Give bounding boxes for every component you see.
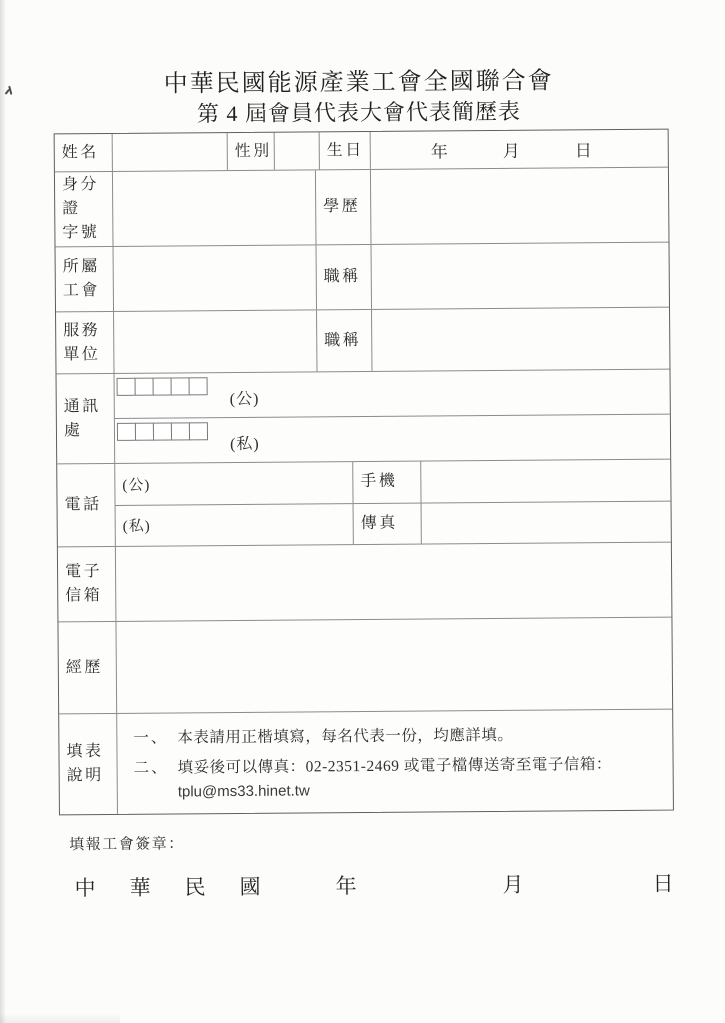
postal-code-box	[135, 378, 154, 396]
phone-label: 電話	[57, 464, 116, 546]
month-unit: 月	[502, 141, 520, 161]
union-seal-label: 填報工會簽章：	[69, 836, 185, 854]
experience-field-blank	[116, 618, 672, 713]
home-address-tag: (私)	[230, 435, 260, 454]
union-label: 所屬 工會	[56, 247, 115, 311]
work-address-tag: (公)	[229, 390, 260, 409]
union-title-label: 職稱	[317, 245, 373, 309]
instruction-number-2: 二、	[133, 759, 169, 777]
employer-label: 服務 單位	[56, 312, 114, 373]
postal-code-box	[117, 423, 136, 441]
form-title: 第 4 屆會員代表大會代表簡歷表	[196, 98, 522, 127]
postal-code-box	[171, 422, 190, 440]
postal-code-box	[153, 377, 172, 395]
instruction-item-2	[134, 752, 669, 778]
day-unit: 日	[574, 141, 592, 161]
employer-title-field-blank	[372, 308, 669, 371]
gender-label: 性別	[228, 133, 275, 170]
birthday-label: 生日	[320, 132, 371, 169]
employer-field-blank	[114, 310, 317, 373]
contact-email: tplu@ms33.hinet.tw	[177, 782, 310, 801]
instruction-item-1	[133, 722, 668, 748]
id-number-field-blank	[113, 170, 317, 246]
postal-code-boxes-home	[117, 422, 208, 441]
instructions-label: 填表 說明	[59, 714, 118, 814]
mobile-field-blank	[421, 460, 670, 502]
name-field-blank	[113, 133, 228, 171]
fax-field-blank	[422, 501, 671, 543]
postal-code-box	[135, 423, 154, 441]
home-phone-field: (私)	[116, 504, 354, 546]
id-number-label: 身分證 字號	[55, 172, 114, 246]
address-work-row	[115, 370, 670, 419]
postal-code-box	[153, 422, 172, 440]
row-experience	[58, 618, 672, 715]
row-union-title	[56, 243, 669, 313]
experience-label: 經歷	[58, 622, 117, 713]
email-field-blank	[116, 543, 672, 621]
instruction-text-1: 本表請用正楷填寫，每名代表一份，均應詳填。	[177, 726, 514, 747]
footer-year-label: 年	[335, 874, 357, 899]
postal-code-box	[189, 422, 208, 440]
employer-title-label: 職稱	[317, 310, 372, 371]
footer-month-label: 月	[502, 872, 524, 897]
roc-era-text: 中華民國	[74, 874, 295, 901]
phone-work-row	[115, 460, 670, 506]
instruction-number-1: 一、	[133, 729, 169, 747]
row-address	[57, 370, 671, 465]
instruction-text-2: 填妥後可以傳真：02-2351-2469 或電子檔傳送寄至電子信箱：	[177, 756, 612, 777]
footer-day-label: 日	[652, 871, 674, 896]
birthday-field	[371, 130, 668, 169]
row-instructions	[59, 710, 673, 815]
education-field-blank	[371, 168, 669, 244]
footer-date-line	[2, 867, 725, 903]
year-unit: 年	[430, 142, 448, 162]
row-id-education	[55, 168, 669, 248]
work-phone-field: (公)	[115, 462, 353, 504]
mobile-label: 手機	[353, 462, 421, 503]
name-label: 姓名	[55, 134, 113, 171]
phone-home-row	[116, 501, 671, 546]
row-email	[58, 543, 672, 623]
fax-label: 傳真	[354, 503, 422, 544]
union-field-blank	[114, 245, 317, 311]
resume-form-table	[54, 129, 674, 816]
gender-field-blank	[275, 132, 320, 169]
phone-fields	[115, 460, 671, 546]
row-name-gender-birthday	[55, 130, 668, 173]
address-home-row	[115, 415, 670, 463]
email-label: 電子 信箱	[58, 547, 117, 621]
postal-code-box	[171, 377, 190, 395]
postal-code-boxes-work	[117, 377, 208, 396]
row-phone	[57, 460, 671, 548]
postal-code-box	[189, 377, 208, 395]
instructions-content	[117, 710, 673, 814]
address-label: 通訊處	[57, 374, 116, 463]
row-employer-title	[56, 308, 669, 375]
education-label: 學歷	[316, 170, 372, 244]
address-fields	[115, 370, 671, 463]
union-title-field-blank	[372, 243, 669, 309]
organization-title: 中華民國能源產業工會全國聯合會	[163, 68, 554, 98]
postal-code-box	[117, 378, 136, 396]
